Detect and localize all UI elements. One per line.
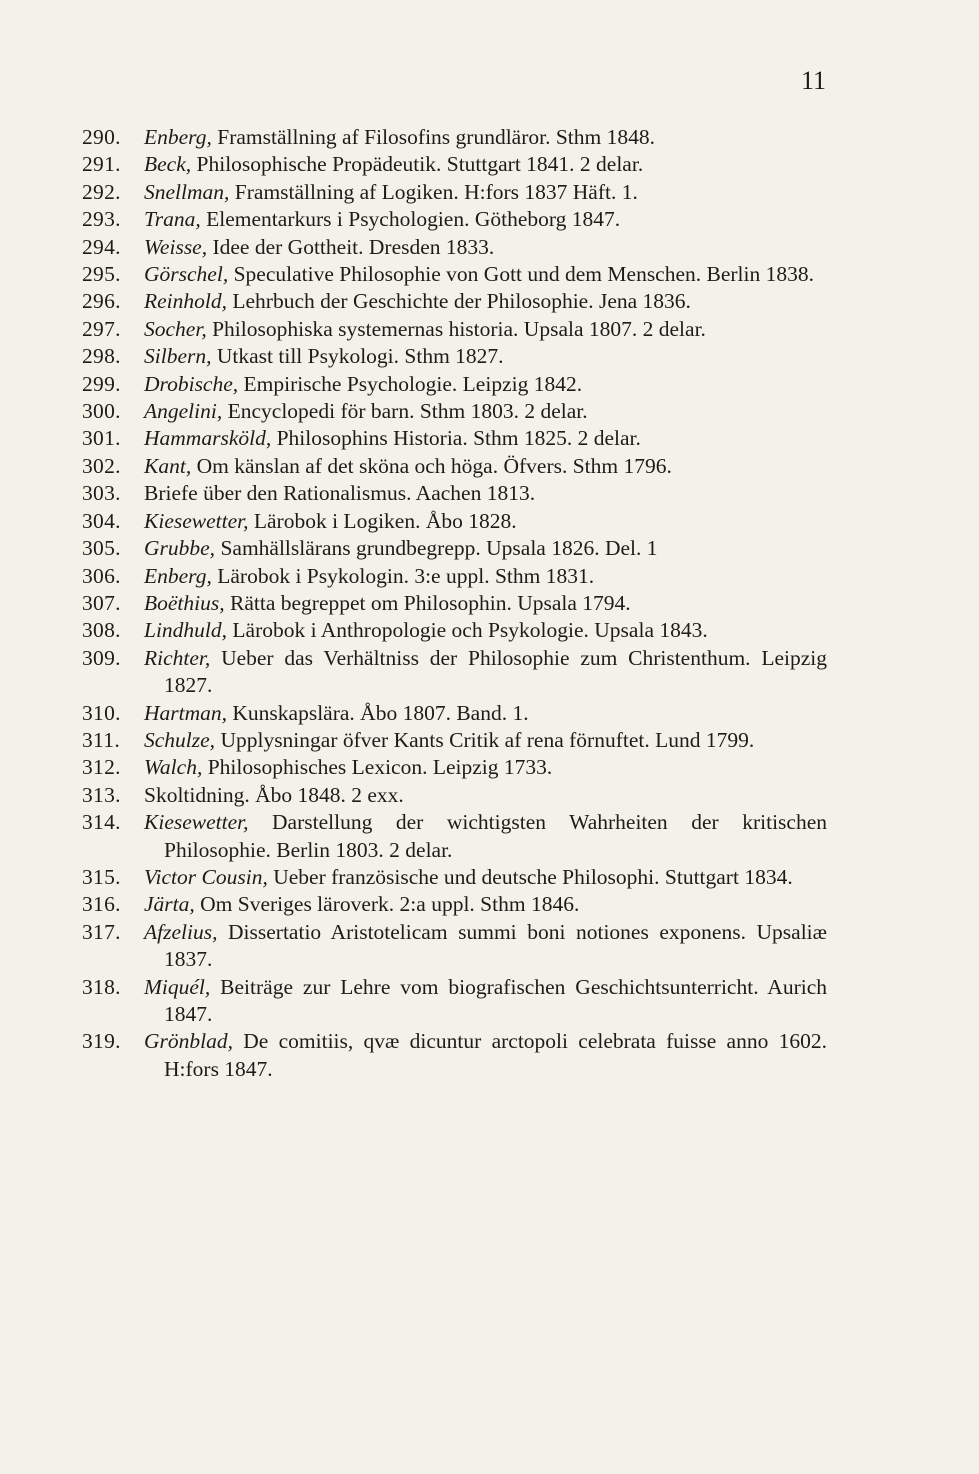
entry-title: Lärobok i Logiken. Åbo 1828. [248, 508, 517, 533]
entry-text [144, 919, 827, 974]
entry-number: 308. [82, 618, 121, 643]
entry-number: 319. [82, 1029, 121, 1054]
entry-title: Philosophische Propädeutik. Stuttgart 1841. 2 delar. [191, 152, 644, 177]
bibliography-entry [82, 782, 827, 809]
entry-title: Upplysningar öfver Kants Critik af rena förnuftet. Lund 1799. [215, 727, 755, 752]
entry-author: Weisse, [144, 234, 208, 259]
entry-author: Hammarsköld, [144, 426, 272, 451]
entry-title: Ueber das Verhältniss der Philosophie zum Christenthum. Leipzig 1827. [164, 645, 827, 698]
entry-number: 312. [82, 755, 121, 780]
entry-author: Grönblad, [144, 1029, 233, 1054]
bibliography-entry [82, 288, 827, 315]
bibliography-entry [82, 754, 827, 781]
bibliography-entry [82, 535, 827, 562]
entry-text [144, 261, 827, 288]
bibliography-entry [82, 371, 827, 398]
bibliography-entry [82, 206, 827, 233]
bibliography-entry [82, 425, 827, 452]
bibliography-entry [82, 453, 827, 480]
entry-number: 294. [82, 234, 121, 259]
entry-title: Samhällslärans grundbegrepp. Upsala 1826. Del. 1 [215, 536, 658, 561]
entry-number: 316. [82, 892, 121, 917]
entry-text [144, 727, 827, 754]
bibliography-entry [82, 343, 827, 370]
entry-author: Järta, [144, 892, 195, 917]
entry-number: 304. [82, 508, 121, 533]
entry-number: 314. [82, 810, 121, 835]
entry-author: Schulze, [144, 727, 216, 752]
entry-number: 305. [82, 536, 121, 561]
bibliography-entry [82, 179, 827, 206]
entry-text [144, 288, 827, 315]
entry-number: 301. [82, 426, 121, 451]
entry-text [144, 645, 827, 700]
entry-number: 303. [82, 481, 121, 506]
entry-title: Elementarkurs i Psychologien. Götheborg 1847. [200, 207, 621, 232]
entry-number: 318. [82, 974, 121, 999]
entry-author: Victor Cousin, [144, 864, 268, 889]
entry-title: Idee der Gottheit. Dresden 1833. [207, 234, 495, 259]
entry-text [144, 782, 827, 809]
entry-title: Philosophins Historia. Sthm 1825. 2 delar. [271, 426, 641, 451]
entry-author: Beck, [144, 152, 192, 177]
bibliography-entry [82, 480, 827, 507]
entry-number: 296. [82, 289, 121, 314]
entry-text [144, 974, 827, 1029]
entry-author: Hartman, [144, 700, 228, 725]
entry-author: Kiesewetter, [144, 810, 249, 835]
entry-number: 309. [82, 645, 121, 670]
entry-text [144, 809, 827, 864]
bibliography-entry [82, 891, 827, 918]
bibliography-entry [82, 316, 827, 343]
entry-text [144, 535, 827, 562]
bibliography-entry [82, 864, 827, 891]
bibliography-entry [82, 809, 827, 864]
entry-title: Beiträge zur Lehre vom biografischen Geschichtsunterricht. Aurich 1847. [164, 974, 827, 1026]
bibliography-entry [82, 590, 827, 617]
entry-title: Dissertatio Aristotelicam summi boni notiones exponens. Upsaliæ 1837. [164, 919, 827, 972]
entry-text [144, 179, 827, 206]
page-number: 11 [800, 66, 826, 95]
entry-text [144, 508, 827, 535]
bibliography-entry [82, 563, 827, 590]
entry-title: Philosophisches Lexicon. Leipzig 1733. [202, 755, 553, 780]
entry-text [144, 754, 827, 781]
bibliography-entry [82, 700, 827, 727]
entry-text [144, 891, 827, 918]
entry-author: Drobische, [144, 371, 239, 396]
bibliography-entry [82, 645, 827, 700]
entry-author: Kant, [144, 453, 192, 478]
entry-title: De comitiis, qvæ dicuntur arctopoli celebrata fuisse anno 1602. H:fors 1847. [164, 1029, 827, 1081]
bibliography-list [82, 124, 827, 1083]
entry-title: Speculative Philosophie von Gott und dem Menschen. Berlin 1838. [228, 262, 815, 287]
entry-number: 298. [82, 344, 121, 369]
bibliography-entry [82, 261, 827, 288]
entry-number: 299. [82, 371, 121, 396]
entry-number: 313. [82, 782, 121, 807]
entry-text [144, 343, 827, 370]
entry-text [144, 1028, 827, 1083]
entry-number: 291. [82, 152, 121, 177]
entry-text [144, 425, 827, 452]
entry-author: Socher, [144, 316, 207, 341]
entry-author: Trana, [144, 207, 201, 232]
bibliography-entry [82, 234, 827, 261]
entry-author: Reinhold, [144, 289, 227, 314]
entry-title: Framställning af Logiken. H:fors 1837 Häft. 1. [229, 179, 638, 204]
entry-title: Ueber französische und deutsche Philosophi. Stuttgart 1834. [267, 864, 793, 889]
entry-number: 293. [82, 207, 121, 232]
entry-title: Rätta begreppet om Philosophin. Upsala 1794. [224, 590, 631, 615]
entry-author: Silbern, [144, 344, 212, 369]
entry-title: Om känslan af det sköna och höga. Öfvers. Sthm 1796. [191, 453, 672, 478]
entry-author: Snellman, [144, 179, 230, 204]
entry-number: 292. [82, 179, 121, 204]
bibliography-entry [82, 919, 827, 974]
entry-author: Boëthius, [144, 590, 225, 615]
entry-number: 306. [82, 563, 121, 588]
entry-title: Lärobok i Anthropologie och Psykologie. Upsala 1843. [227, 618, 708, 643]
entry-author: Richter, [144, 645, 211, 670]
bibliography-entry [82, 974, 827, 1029]
entry-number: 302. [82, 453, 121, 478]
entry-title: Encyclopedi för barn. Sthm 1803. 2 delar. [222, 399, 588, 424]
entry-number: 307. [82, 590, 121, 615]
entry-author: Grubbe, [144, 536, 216, 561]
entry-author: Walch, [144, 755, 203, 780]
entry-title: Darstellung der wichtigsten Wahrheiten der kritischen Philosophie. Berlin 1803. 2 delar. [164, 810, 827, 862]
entry-author: Angelini, [144, 399, 223, 424]
entry-text [144, 617, 827, 644]
bibliography-entry [82, 398, 827, 425]
entry-text [144, 206, 827, 233]
entry-title: Om Sveriges läroverk. 2:a uppl. Sthm 1846. [194, 892, 580, 917]
bibliography-entry [82, 617, 827, 644]
entry-title: Empirische Psychologie. Leipzig 1842. [238, 371, 583, 396]
entry-number: 317. [82, 919, 121, 944]
entry-text [144, 151, 827, 178]
entry-author: Görschel, [144, 262, 229, 287]
bibliography-entry [82, 1028, 827, 1083]
entry-author: Enberg, [144, 125, 212, 149]
entry-number: 290. [82, 125, 121, 149]
entry-title: Kunskapslära. Åbo 1807. Band. 1. [227, 700, 529, 725]
bibliography-entry [82, 508, 827, 535]
entry-text [144, 124, 827, 151]
entry-number: 295. [82, 262, 121, 287]
entry-author: Enberg, [144, 563, 212, 588]
entry-author: Lindhuld, [144, 618, 228, 643]
bibliography-entry [82, 124, 827, 151]
entry-text [144, 480, 827, 507]
bibliography-entry [82, 727, 827, 754]
entry-author: Kiesewetter, [144, 508, 249, 533]
entry-author: Afzelius, [144, 919, 218, 944]
entry-title: Lärobok i Psykologin. 3:e uppl. Sthm 1831. [211, 563, 595, 588]
entry-number: 311. [82, 727, 121, 752]
entry-number: 297. [82, 316, 121, 341]
entry-text [144, 316, 827, 343]
entry-text [144, 700, 827, 727]
entry-text [144, 371, 827, 398]
entry-author: Miquél, [144, 974, 211, 999]
entry-title: Utkast till Psykologi. Sthm 1827. [211, 344, 504, 369]
entry-number: 310. [82, 700, 121, 725]
entry-text [144, 398, 827, 425]
entry-number: 315. [82, 864, 121, 889]
entry-title: Philosophiska systemernas historia. Upsala 1807. 2 delar. [206, 316, 706, 341]
entry-title: Briefe über den Rationalismus. Aachen 1813. [144, 481, 536, 506]
entry-text [144, 864, 827, 891]
entry-text [144, 590, 827, 617]
entry-text [144, 563, 827, 590]
entry-number: 300. [82, 399, 121, 424]
entry-title: Lehrbuch der Geschichte der Philosophie. Jena 1836. [227, 289, 691, 314]
entry-text [144, 453, 827, 480]
entry-text [144, 234, 827, 261]
entry-title: Framställning af Filosofins grundläror. Sthm 1848. [211, 125, 655, 149]
entry-title: Skoltidning. Åbo 1848. 2 exx. [144, 782, 404, 807]
bibliography-entry [82, 151, 827, 178]
